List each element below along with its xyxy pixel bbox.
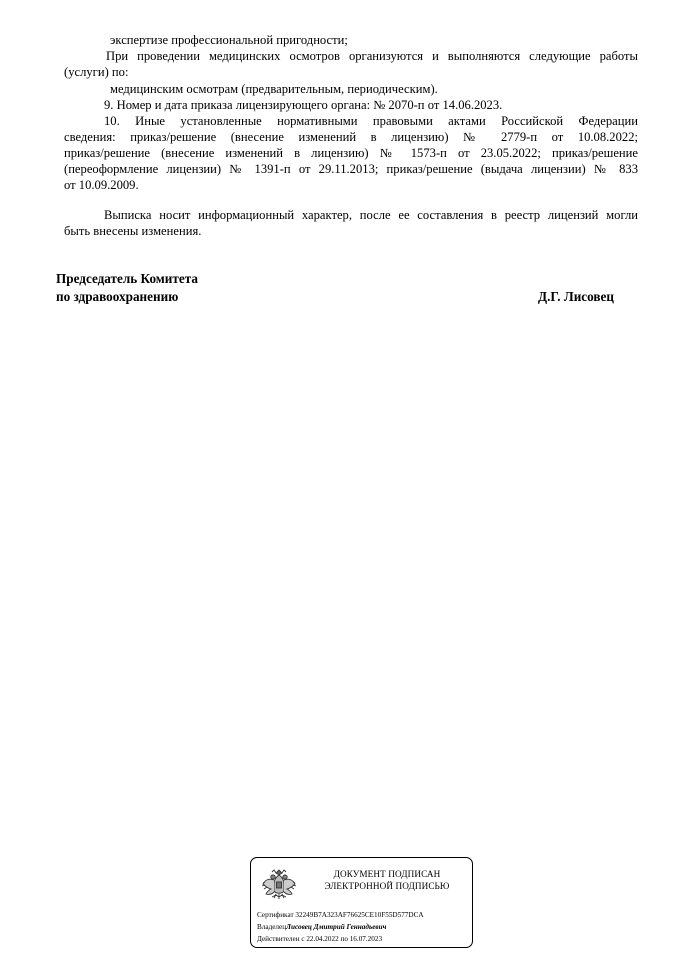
stamp-certificate-value: 32249B7A323AF76625CE10F55D577DCA bbox=[295, 911, 424, 919]
stamp-certificate-label: Сертификат bbox=[257, 911, 294, 919]
stamp-certificate bbox=[257, 911, 424, 920]
body-line: При проведении медицинских осмотров организуются и выполняются следующие работы bbox=[106, 49, 638, 63]
e-signature-stamp bbox=[250, 857, 473, 948]
body-line: от 10.09.2009. bbox=[64, 178, 139, 192]
stamp-validity: Действителен с 22.04.2022 по 16.07.2023 bbox=[257, 935, 383, 943]
body-line: экспертизе профессиональной пригодности; bbox=[110, 33, 348, 47]
stamp-owner-value: Лисовец Дмитрий Геннадьевич bbox=[286, 923, 387, 931]
body-line: 9. Номер и дата приказа лицензирующего органа: № 2070-п от 14.06.2023. bbox=[104, 98, 503, 112]
coat-of-arms-icon bbox=[259, 864, 299, 904]
body-line: быть внесены изменения. bbox=[64, 224, 202, 238]
signer-position-line1: Председатель Комитета bbox=[56, 271, 198, 286]
signer-name: Д.Г. Лисовец bbox=[538, 289, 614, 304]
body-line: (переоформление лицензии) № 1391-п от 29.11.2013; приказ/решение (выдача лицензии) № 833 bbox=[64, 162, 638, 176]
stamp-owner bbox=[257, 923, 386, 932]
body-line: Выписка носит информационный характер, после ее составления в реестр лицензий могли bbox=[104, 208, 638, 222]
body-line: приказ/решение (внесение изменений в лицензию) № 1573-п от 23.05.2022; приказ/решение bbox=[64, 146, 638, 160]
body-line: (услуги) по: bbox=[64, 65, 129, 79]
stamp-title-line1: ДОКУМЕНТ ПОДПИСАН bbox=[333, 869, 441, 879]
stamp-title-line2: ЭЛЕКТРОННОЙ ПОДПИСЬЮ bbox=[324, 881, 450, 891]
body-line: сведения: приказ/решение (внесение изменений в лицензию) № 2779-п от 10.08.2022; bbox=[64, 130, 638, 144]
body-line: 10. Иные установленные нормативными правовыми актами Российской Федерации bbox=[104, 114, 638, 128]
stamp-owner-label: Владелец bbox=[257, 923, 287, 931]
signer-position-line2: по здравоохранению bbox=[56, 289, 179, 304]
body-line: медицинским осмотрам (предварительным, периодическим). bbox=[110, 82, 438, 96]
